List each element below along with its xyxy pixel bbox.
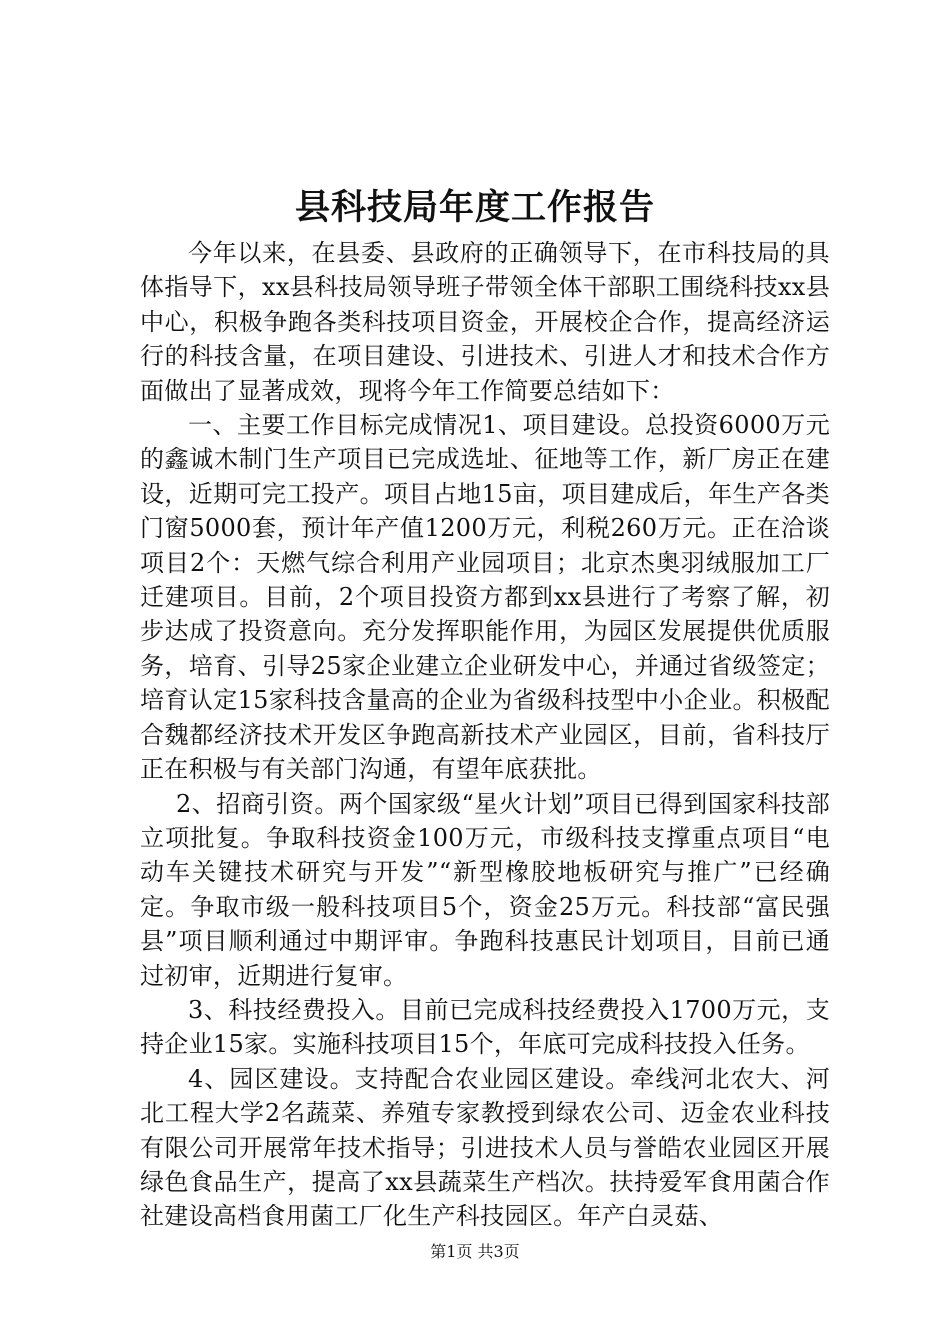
document-body: [140, 236, 830, 1234]
paragraph-intro: 今年以来，在县委、县政府的正确领导下，在市科技局的具体指导下，xx县科技局领导班子带领全体干部职工围绕科技xx县中心，积极争跑各类科技项目资金，开展校企合作，提高经济运行的科技含量，在项目建设、引进技术、引进人才和技术合作方面做出了显著成效，现将今年工作简要总结如下：: [140, 239, 830, 405]
paragraph-park-construction: 4、园区建设。支持配合农业园区建设。牵线河北农大、河北工程大学2名蔬菜、养殖专家教授到绿农公司、迈金农业科技有限公司开展常年技术指导；引进技术人员与誉皓农业园区开展绿色食品生产，提高了xx县蔬菜生产档次。扶持爱军食用菌合作社建设高档食用菌工厂化生产科技园区。年产白灵菇、: [140, 1064, 830, 1231]
page-footer: 第1页 共3页: [430, 1242, 520, 1261]
document-title: 县科技局年度工作报告: [294, 187, 655, 228]
paragraph-project-construction: 一、主要工作目标完成情况1、项目建设。总投资6000万元的鑫诚木制门生产项目已完成选址、征地等工作，新厂房正在建设，近期可完工投产。项目占地15亩，项目建成后，年生产各类门窗5000套，预计年产值1200万元，利税260万元。正在洽谈项目2个：天燃气综合利用产业园项目；北京杰奥羽绒服加工厂迁建项目。目前，2个项目投资方都到xx县进行了考察了解，初步达成了投资意向。充分发挥职能作用，为园区发展提供优质服务，培育、引导25家企业建立企业研发中心，并通过省级签定；培育认定15家科技含量高的企业为省级科技型中小企业。积极配合魏都经济技术开发区争跑高新技术产业园区，目前，省科技厅正在积极与有关部门沟通，有望年底获批。: [140, 411, 830, 784]
paragraph-investment-attraction: 2、招商引资。两个国家级“星火计划”项目已得到国家科技部立项批复。争取科技资金100万元，市级科技支撑重点项目“电动车关键技术研究与开发”“新型橡胶地板研究与推广”已经确定。争取市级一般科技项目5个，资金25万元。科技部“富民强县”项目顺利通过中期评审。争跑科技惠民计划项目，目前已通过初审，近期进行复审。: [140, 789, 830, 990]
paragraph-funding: 3、科技经费投入。目前已完成科技经费投入1700万元，支持企业15家。实施科技项目15个，年底可完成科技投入任务。: [140, 995, 830, 1059]
